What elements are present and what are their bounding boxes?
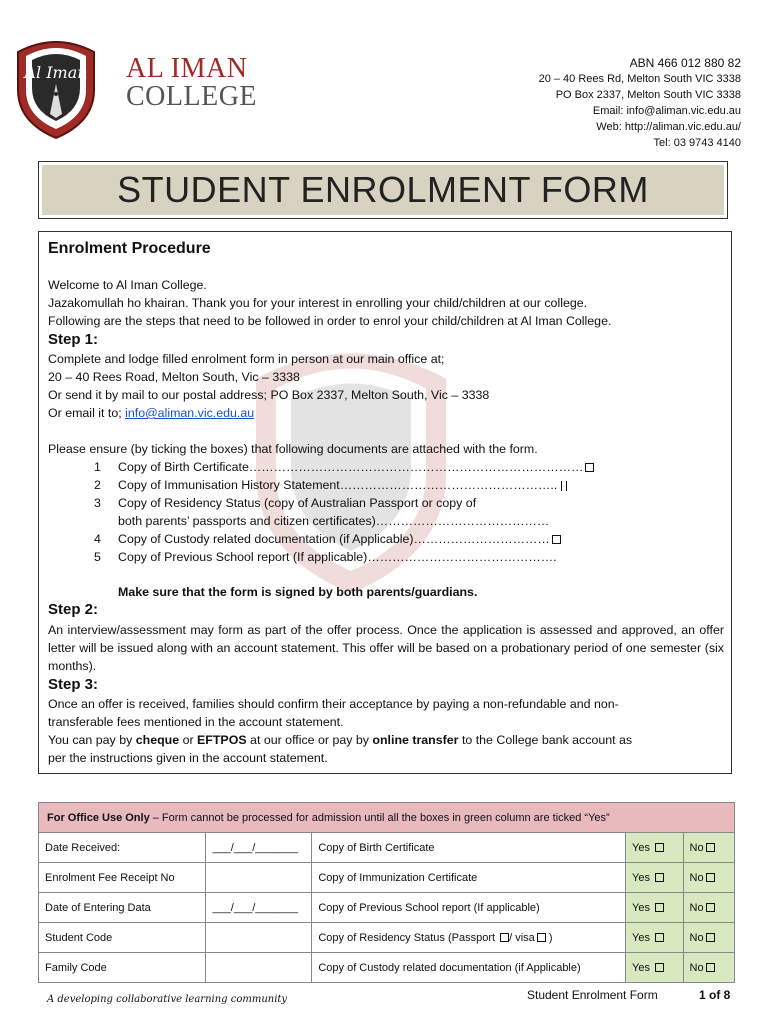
form-title-banner	[38, 161, 728, 219]
doc-checkbox[interactable]	[561, 481, 562, 491]
contact-block	[539, 55, 741, 151]
email: Email: info@aliman.vic.edu.au	[592, 105, 741, 117]
visa-checkbox[interactable]	[537, 933, 546, 942]
no-checkbox[interactable]: No	[683, 923, 734, 953]
college-name	[126, 55, 257, 111]
step1-line-2: 20 – 40 Rees Road, Melton South, Vic – 3338	[48, 370, 300, 384]
table-row: Date of Entering Data ___/___/_______ Copy of Previous School report (If applicable) Yes No	[39, 893, 735, 923]
college-crest-logo	[10, 30, 102, 140]
email-link[interactable]: info@aliman.vic.edu.au	[125, 406, 255, 420]
step3-line-1: Once an offer is received, families should confirm their acceptance by paying a non-refundable and non-	[48, 697, 619, 711]
step3-payment-line: You can pay by cheque or EFTPOS at our office or pay by online transfer to the College bank account as	[48, 733, 633, 747]
no-checkbox[interactable]: No	[683, 953, 734, 983]
po-box: PO Box 2337, Melton South VIC 3338	[555, 89, 741, 101]
table-row: Enrolment Fee Receipt No Copy of Immunization Certificate Yes No	[39, 863, 735, 893]
step1-heading: Step 1:	[48, 331, 99, 348]
doc-checkbox[interactable]	[585, 463, 594, 472]
date-received-field[interactable]: ___/___/_______	[206, 833, 312, 863]
receipt-no-field[interactable]	[206, 863, 312, 893]
doc-item: Copy of Custody related documentation (if Applicable)……………………………	[118, 530, 561, 548]
intro-line-1: Welcome to Al Iman College.	[48, 278, 207, 292]
telephone: Tel: 03 9743 4140	[653, 137, 741, 149]
enrolment-procedure-box: Enrolment Procedure Welcome to Al Iman College. Jazakomullah ho khairan. Thank you for your interest in enrolling your child/children at our college. Following are the steps that need to be followed in order to enrol your child/children at Al Iman College. Step 1: Complete and lodge filled enrolment form in person at our main office at; 20 – 40 Rees Road, Melton South, Vic – 3338 Or send it by mail to our postal address; PO Box 2337, Melton South, Vic – 3338 Or email it to; info@aliman.vic.edu.au Please ensure (by ticking the boxes) that following documents are attached with the form. 1 Copy of Birth Certificate……………………………………………………………………… 2 Copy of Immunisation History Statement…………………………………………….. 3 Copy of Residency Status (copy of Australian Passport or copy of both parents’ passports and citizen certificates)…………………………………… 4 Copy of Custody related documentation (if Applicable)…………………………… 5 Copy of Previous School report (If applicable)………………………………………. Make sure that the form is signed by both parents/guardians. Step 2: An interview/assessment may form as part of the offer process. Once the application is assessed and approved, an offer letter will be issued along with an account statement. This offer will be based on a probationary period of one semester (six months). Step 3: Once an offer is received, families should confirm their acceptance by paying a non-refundable and non- transferable fees mentioned in the account statement. You can pay by cheque or EFTPOS at our office or pay by online transfer to the College bank account as per the instructions given in the account statement.	[38, 231, 732, 774]
ensure-line: Please ensure (by ticking the boxes) that following documents are attached with the form.	[48, 442, 538, 456]
table-row: Date Received: ___/___/_______ Copy of Birth Certificate Yes No	[39, 833, 735, 863]
intro-line-2: Jazakomullah ho khairan. Thank you for your interest in enrolling your child/children at our college.	[48, 296, 588, 310]
yes-checkbox[interactable]: Yes	[626, 893, 683, 923]
step3-heading: Step 3:	[48, 676, 99, 693]
doc-item: Copy of Previous School report (If applicable)……………………………………….	[118, 550, 557, 564]
form-title: STUDENT ENROLMENT FORM	[117, 169, 649, 210]
office-use-table	[38, 802, 735, 983]
doc-checkbox[interactable]	[552, 535, 561, 544]
step2-text: An interview/assessment may form as part of the offer process. Once the application is assessed and approved, an offer letter will be issued along with an account statement. This offer will be based on a probationary period of one semester (six months).	[48, 623, 724, 673]
doc-item: Copy of Birth Certificate………………………………………………………………………	[118, 458, 594, 476]
no-checkbox[interactable]: No	[683, 833, 734, 863]
doc-item-continued: both parents’ passports and citizen certificates)……………………………………	[118, 514, 550, 528]
college-name-line1: AL IMAN	[126, 53, 248, 84]
table-row: Student Code Copy of Residency Status (Passport / visa ) Yes No	[39, 923, 735, 953]
college-name-line2: COLLEGE	[126, 81, 258, 112]
website: Web: http://aliman.vic.edu.au/	[596, 121, 741, 133]
date-entering-field[interactable]: ___/___/_______	[206, 893, 312, 923]
student-code-field[interactable]	[206, 923, 312, 953]
family-code-field[interactable]	[206, 953, 312, 983]
step2-heading: Step 2:	[48, 601, 99, 618]
office-use-header: For Office Use Only – Form cannot be processed for admission until all the boxes in green column are ticked “Yes”	[39, 803, 735, 833]
svg-text:Al Iman: Al Iman	[24, 63, 88, 82]
no-checkbox[interactable]: No	[683, 893, 734, 923]
step1-email-line: Or email it to; info@aliman.vic.edu.au	[48, 406, 255, 420]
passport-checkbox[interactable]	[500, 933, 509, 942]
table-row: Family Code Copy of Custody related documentation (if Applicable) Yes No	[39, 953, 735, 983]
signed-note: Make sure that the form is signed by both parents/guardians.	[118, 585, 478, 599]
doc-item: Copy of Residency Status (copy of Australian Passport or copy of	[118, 496, 477, 510]
step1-line-3: Or send it by mail to our postal address; PO Box 2337, Melton South, Vic – 3338	[48, 388, 490, 402]
no-checkbox[interactable]: No	[683, 863, 734, 893]
yes-checkbox[interactable]: Yes	[626, 923, 683, 953]
intro-line-3: Following are the steps that need to be followed in order to enrol your child/children at Al Iman College.	[48, 314, 612, 328]
footer-tagline: A developing collaborative learning community	[47, 994, 288, 1005]
street-address: 20 – 40 Rees Rd, Melton South VIC 3338	[538, 73, 741, 85]
footer-form-name: Student Enrolment Form	[527, 988, 658, 1002]
yes-checkbox[interactable]: Yes	[626, 833, 683, 863]
step3-line-4: per the instructions given in the account statement.	[48, 751, 328, 765]
yes-checkbox[interactable]: Yes	[626, 863, 683, 893]
procedure-heading: Enrolment Procedure	[48, 240, 211, 257]
doc-item: Copy of Immunisation History Statement……………………………………………..	[118, 476, 567, 494]
abn: ABN 466 012 880 82	[629, 56, 741, 70]
yes-checkbox[interactable]: Yes	[626, 953, 683, 983]
step3-line-2: transferable fees mentioned in the account statement.	[48, 715, 344, 729]
step1-line-1: Complete and lodge filled enrolment form in person at our main office at;	[48, 352, 445, 366]
page-number: 1 of 8	[699, 988, 731, 1002]
